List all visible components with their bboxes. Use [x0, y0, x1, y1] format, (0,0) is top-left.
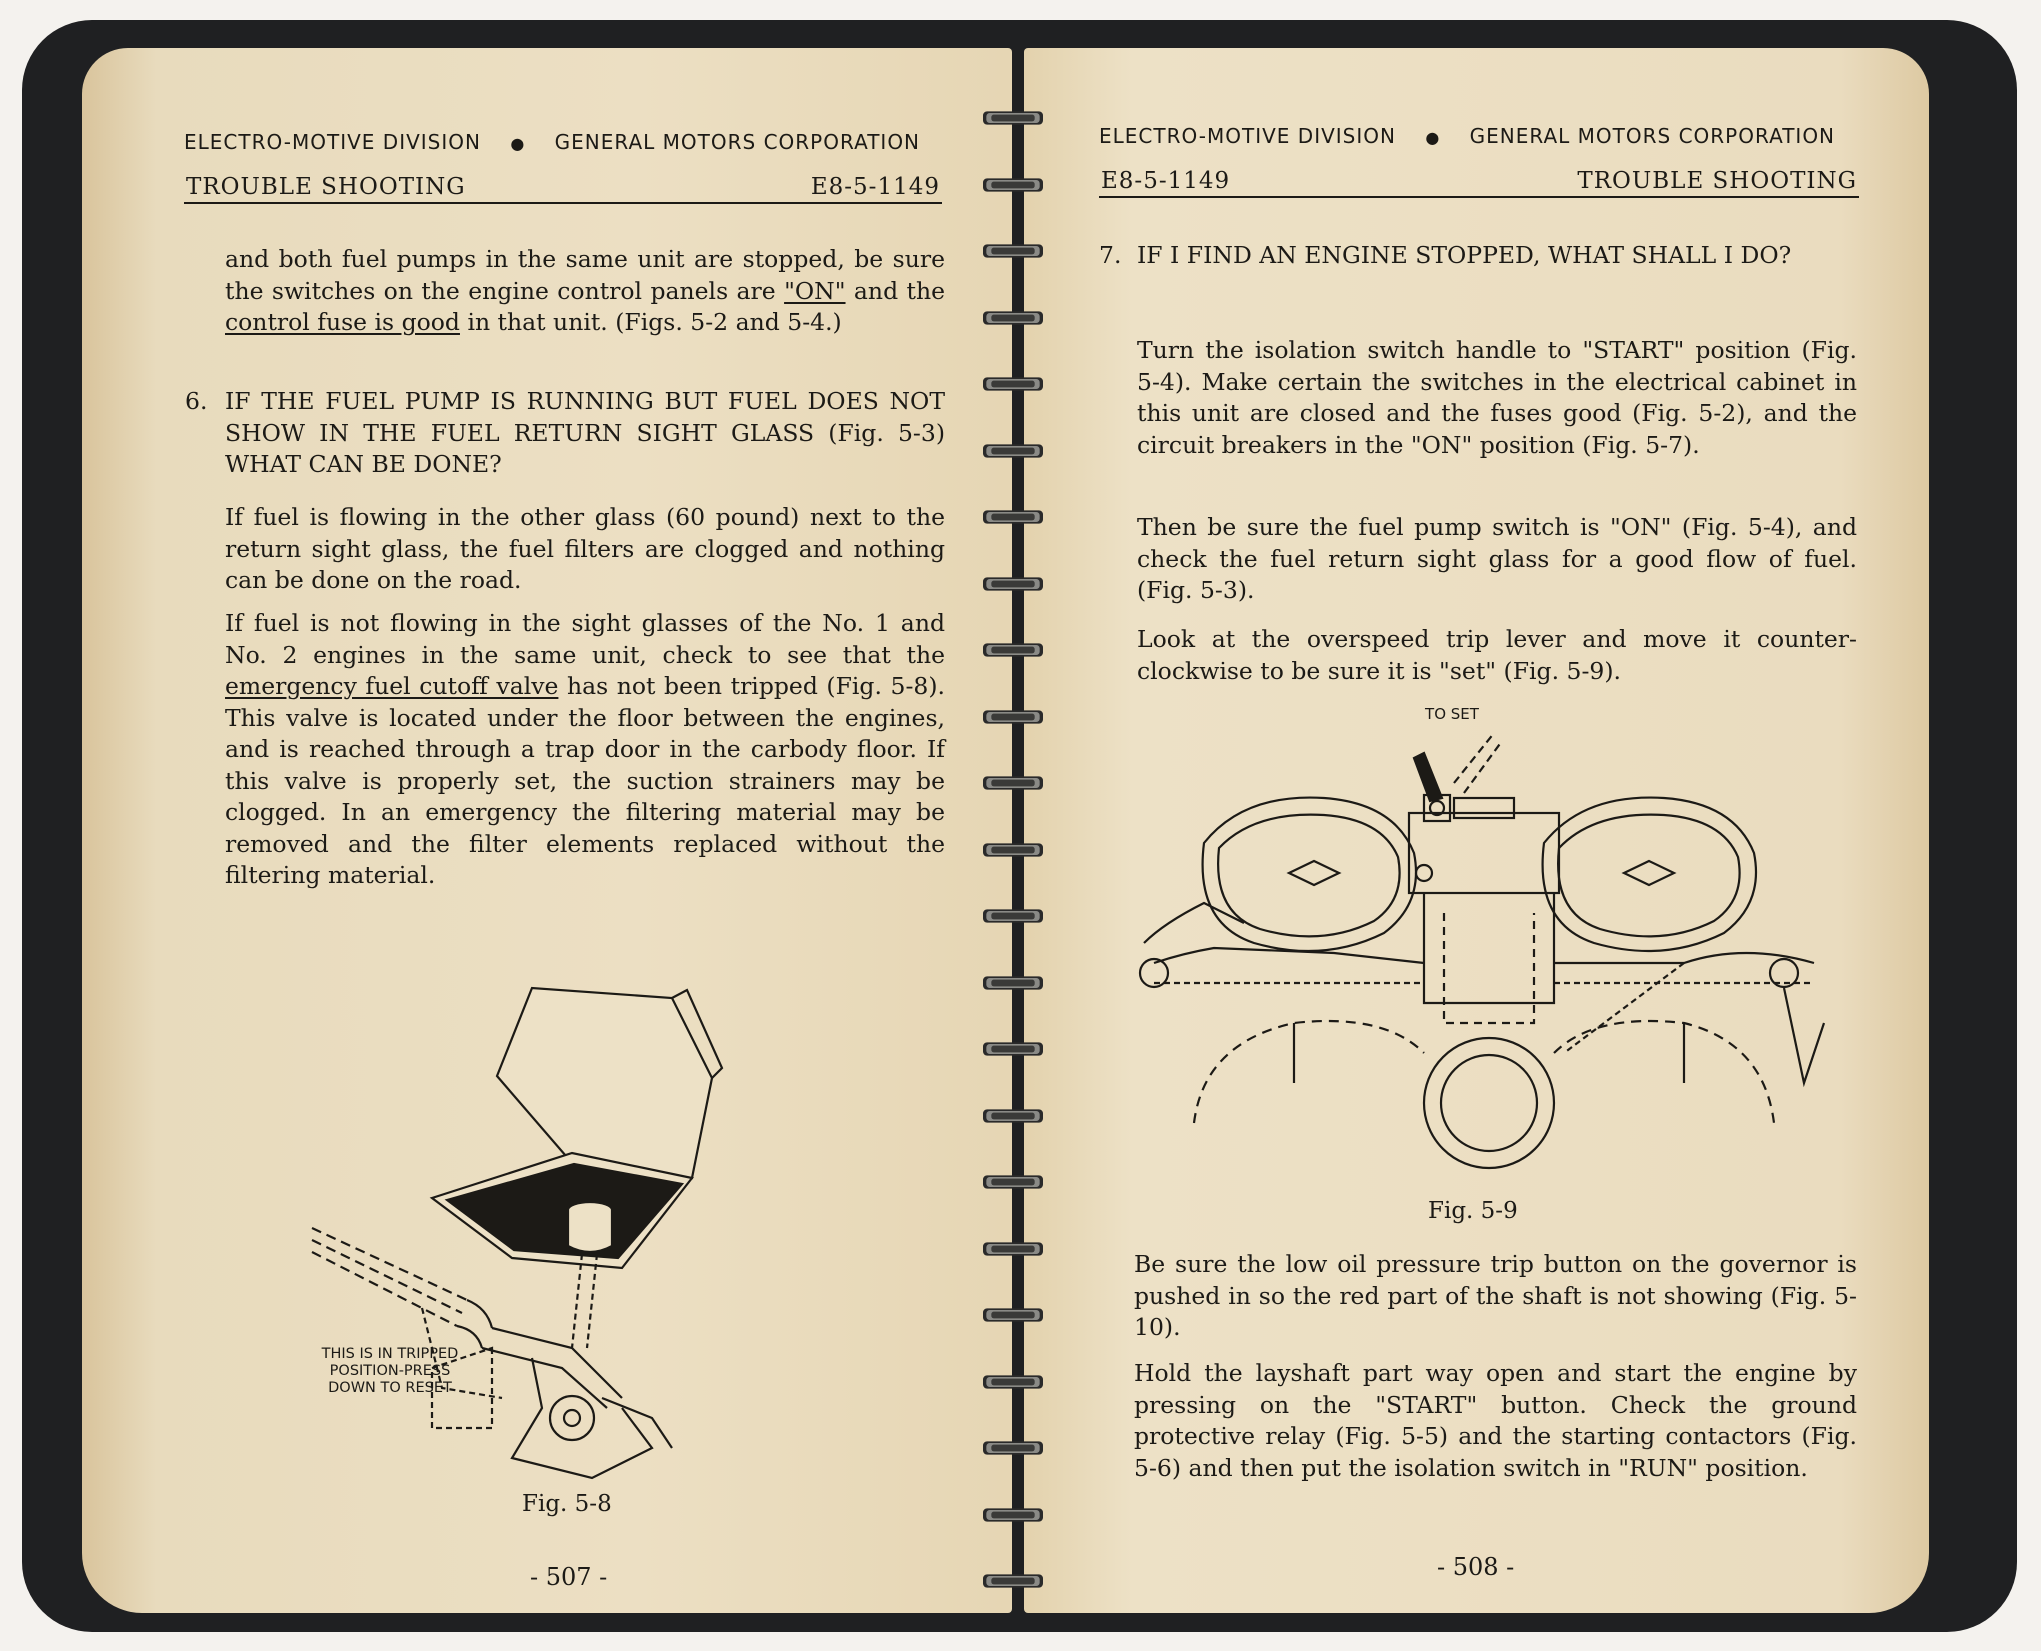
spiral-coil: [973, 1106, 1053, 1126]
fig-5-9-caption: Fig. 5-9: [1428, 1198, 1518, 1224]
spiral-coil: [973, 1239, 1053, 1259]
spiral-coil: [973, 1172, 1053, 1192]
spiral-coil: [973, 241, 1053, 261]
spiral-coil: [973, 175, 1053, 195]
control-fuse-underline: control fuse is good: [225, 308, 460, 336]
q7-answer-paragraph-5: Hold the layshaft part way open and start the engine by pressing on the "START" button. Check the ground protective relay (Fig. 5-5) and the starting contactors (Fig. 5-6) and then put the isolation switch in "RUN" position.: [1134, 1359, 1857, 1482]
on-label: "ON": [784, 276, 846, 305]
right-page-header-rule: [1099, 160, 1859, 198]
right-page: [1024, 48, 1929, 1613]
answer-text: has not been tripped (Fig. 5-8). This valve is located under the floor between the engines, and is reached through a trap door in the carbody floor. If this valve is properly set, the suction strainers may be clogged. In an emergency the filtering material may be removed and the filter elements replaced without the filtering material.: [225, 672, 945, 889]
question-text: IF THE FUEL PUMP IS RUNNING BUT FUEL DOES NOT SHOW IN THE FUEL RETURN SIGHT GLASS (Fig. 5-3) WHAT CAN BE DONE?: [225, 387, 945, 478]
spiral-coil: [973, 707, 1053, 727]
doc-code: E8-5-1149: [1101, 168, 1231, 194]
spiral-coil: [973, 507, 1053, 527]
continuation-text: and both fuel pumps in the same unit are stopped, be sure the switches on the engine control panels are: [225, 245, 945, 305]
left-page-header-rule: [184, 166, 942, 204]
company-corporation: GENERAL MOTORS CORPORATION: [1469, 124, 1836, 148]
company-corporation: GENERAL MOTORS CORPORATION: [554, 130, 921, 154]
doc-code: E8-5-1149: [810, 174, 940, 200]
fig-5-8-valve-illustration: [292, 928, 872, 1488]
fig-5-9-callout-label: TO SET: [1425, 705, 1479, 723]
fig-5-8-caption: Fig. 5-8: [522, 1491, 612, 1517]
fig-5-9-governor-illustration: [1124, 723, 1844, 1183]
spiral-coil: [973, 1039, 1053, 1059]
spiral-coil: [973, 906, 1053, 926]
continuation-text: in that unit. (Figs. 5-2 and 5-4.): [459, 308, 842, 336]
q7-answer-paragraph-4: Be sure the low oil pressure trip button on the governor is pushed in so the red part of the shaft is not showing (Fig. 5-10).: [1134, 1250, 1857, 1341]
company-division: ELECTRO-MOTIVE DIVISION: [184, 130, 481, 154]
spiral-coil: [973, 840, 1053, 860]
spiral-coil: [973, 640, 1053, 660]
question-number: 6.: [185, 387, 208, 415]
spiral-coil: [973, 308, 1053, 328]
spiral-coil: [973, 973, 1053, 993]
spiral-coil: [973, 108, 1053, 128]
q7-answer-paragraph-1: Turn the isolation switch handle to "START" position (Fig. 5-4). Make certain the switches in the electrical cabinet in this unit are closed and the fuses good (Fig. 5-2), and the circuit breakers in the "ON" position (Fig. 5-7).: [1137, 336, 1857, 459]
fig-5-8-callout-label: THIS IS IN TRIPPED POSITION-PRESS DOWN TO RESET: [321, 1346, 459, 1396]
left-page-header-company: [184, 130, 920, 154]
q7-answer-paragraph-2: Then be sure the fuel pump switch is "ON" (Fig. 5-4), and check the fuel return sight glass for a good flow of fuel. (Fig. 5-3).: [1137, 513, 1857, 604]
question-6: [185, 386, 945, 486]
continuation-text: and the: [845, 276, 945, 305]
section-title: TROUBLE SHOOTING: [186, 174, 466, 200]
question-7: [1099, 240, 1859, 310]
q6-answer-paragraph-1: If fuel is flowing in the other glass (60 pound) next to the return sight glass, the fuel filters are clogged and nothing can be done on the road.: [225, 503, 945, 594]
section-title: TROUBLE SHOOTING: [1577, 168, 1857, 194]
continuation-paragraph: [225, 244, 945, 339]
spiral-coil: [973, 1305, 1053, 1325]
spiral-coil: [973, 1438, 1053, 1458]
page-number-right: - 508 -: [1437, 1553, 1515, 1581]
question-text: IF I FIND AN ENGINE STOPPED, WHAT SHALL I DO?: [1137, 241, 1792, 269]
company-division: ELECTRO-MOTIVE DIVISION: [1099, 124, 1396, 148]
answer-text: If fuel is not flowing in the sight glasses of the No. 1 and No. 2 engines in the same unit, check to see that the: [225, 609, 945, 669]
spiral-coil: [973, 374, 1053, 394]
spiral-coil: [973, 1372, 1053, 1392]
question-number: 7.: [1099, 241, 1122, 269]
page-number-left: - 507 -: [530, 1563, 608, 1591]
q6-answer-paragraph-2: [225, 608, 945, 892]
spiral-coil: [973, 441, 1053, 461]
header-bullet: ●: [510, 134, 526, 153]
left-page: [82, 48, 1012, 1613]
spiral-coil: [973, 1505, 1053, 1525]
spiral-coil: [973, 1571, 1053, 1591]
emergency-valve-underline: emergency fuel cutoff valve: [225, 672, 559, 700]
spiral-coil: [973, 773, 1053, 793]
q7-answer-paragraph-3: Look at the overspeed trip lever and move it counter-clockwise to be sure it is "set" (Fig. 5-9).: [1137, 625, 1857, 685]
header-bullet: ●: [1425, 128, 1441, 147]
spiral-coil: [973, 574, 1053, 594]
right-page-header-company: [1099, 124, 1835, 148]
